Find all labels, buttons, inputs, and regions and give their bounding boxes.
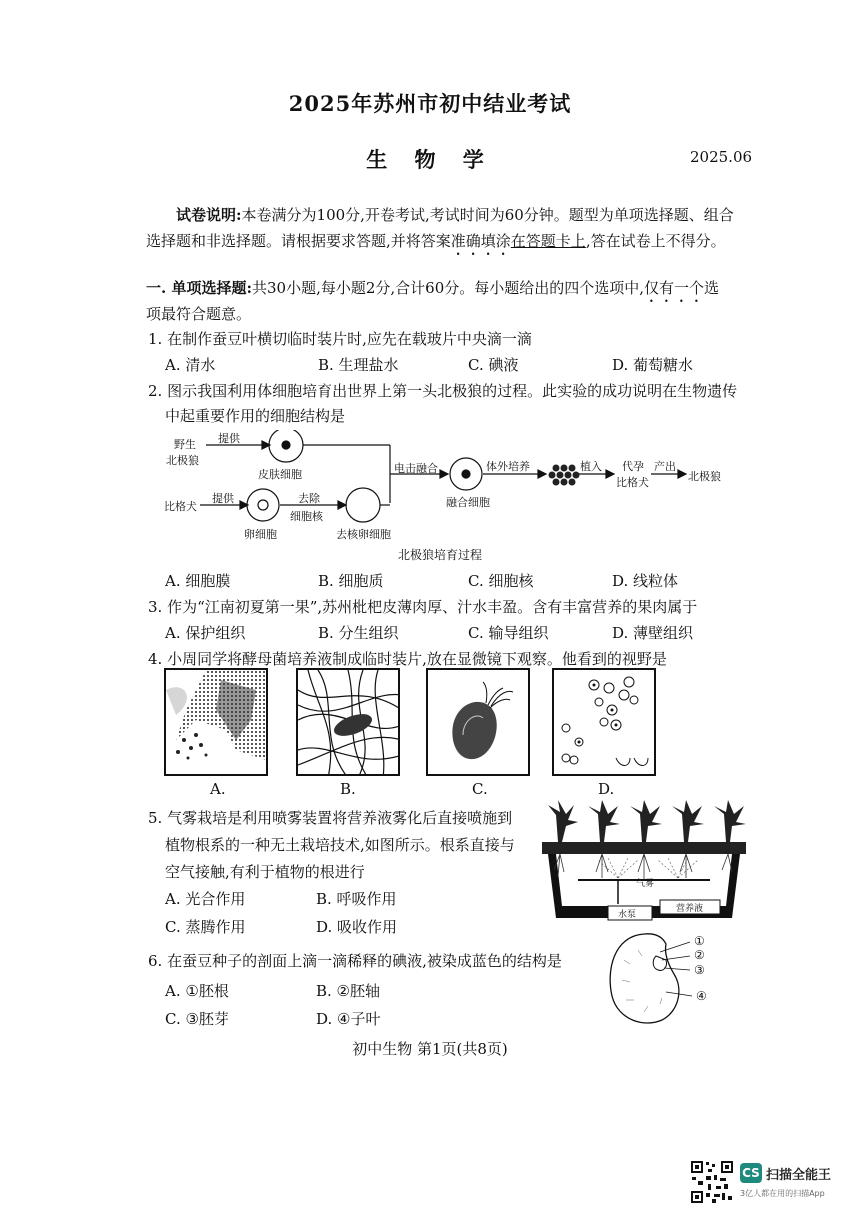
label-arctic-wolf: 北极狼 [688, 470, 721, 483]
label-enucleated: 去核卵细胞 [336, 528, 391, 541]
label-implant: 植入 [580, 460, 602, 473]
label-beagle: 比格犬 [164, 500, 197, 513]
q5-stem-3: 空气接触,有利于植物的根进行 [165, 863, 365, 881]
exam-date: 2025.06 [690, 148, 753, 166]
label-remove-2: 细胞核 [290, 510, 323, 523]
q1-option-d: D. 葡萄糖水 [612, 356, 694, 374]
q1-stem: 1. 在制作蚕豆叶横切临时装片时,应先在载玻片中央滴一滴 [148, 330, 532, 348]
q5-option-c: C. 蒸腾作用 [165, 918, 246, 936]
q5-stem-1: 5. 气雾栽培是利用喷雾装置将营养液雾化后直接喷施到 [148, 809, 513, 827]
instructions-emphasis: 准确填涂 [450, 232, 511, 250]
q6-stem: 6. 在蚕豆种子的剖面上滴一滴稀释的碘液,被染成蓝色的结构是 [148, 952, 562, 970]
label-nutrient: 营养液 [676, 904, 704, 914]
q5-stem-2: 植物根系的一种无土栽培技术,如图所示。根系直接与 [165, 836, 515, 854]
fungal-spores-icon [166, 670, 268, 776]
label-surrogate-1: 代孕 [622, 460, 644, 473]
instructions-line-2 [146, 228, 726, 259]
q3-stem: 3. 作为“江南初夏第一果”,苏州枇杷皮薄肉厚、汁水丰盈。含有丰富营养的果肉属于 [148, 598, 698, 616]
label-fused-cell: 融合细胞 [446, 496, 490, 509]
instructions-text-3: 在答题卡上 [510, 232, 586, 250]
microscope-view-b [296, 668, 400, 776]
label-wild-1: 野生 [174, 438, 196, 451]
q3-option-c: C. 输导组织 [468, 624, 549, 642]
marker-4: ④ [696, 989, 707, 1003]
q6-option-c: C. ③胚芽 [165, 1010, 229, 1028]
instructions-text-4: ,答在试卷上不得分。 [585, 232, 726, 250]
q4-label-a: A. [210, 780, 226, 798]
label-provide-2: 提供 [212, 492, 234, 505]
q1-option-b: B. 生理盐水 [318, 356, 399, 374]
label-egg-cell: 卵细胞 [244, 528, 277, 541]
qr-code-icon [690, 1160, 734, 1204]
q4-label-d: D. [598, 780, 615, 798]
diagram-caption: 北极狼培育过程 [398, 548, 483, 562]
q5-option-b: B. 呼吸作用 [316, 890, 397, 908]
marker-3: ③ [694, 963, 705, 977]
instructions-text-2: 选择题和非选择题。请根据要求答题,并将答案 [146, 232, 451, 250]
embryo-cluster-icon [549, 465, 580, 486]
q3-option-b: B. 分生组织 [318, 624, 399, 642]
instructions-label: 试卷说明: [176, 206, 242, 224]
label-pump: 水泵 [618, 910, 637, 920]
q5-option-d: D. 吸收作用 [316, 918, 398, 936]
label-wild-2: 北极狼 [166, 454, 199, 467]
q2-option-a: A. 细胞膜 [165, 572, 231, 590]
aeroponics-icon [538, 800, 750, 940]
instructions-line-1 [176, 202, 734, 228]
q2-option-c: C. 细胞核 [468, 572, 534, 590]
section-1-tail: 选 [704, 279, 720, 297]
q3-option-d: D. 薄壁组织 [612, 624, 694, 642]
microscope-view-a [164, 668, 268, 776]
label-surrogate-2: 比格犬 [616, 476, 649, 489]
label-in-vitro: 体外培养 [486, 460, 530, 473]
q4-stem: 4. 小周同学将酵母菌培养液制成临时装片,放在显微镜下观察。他看到的视野是 [148, 650, 667, 668]
microscope-view-d [552, 668, 656, 776]
section-1-text: 共30小题,每小题2分,合计60分。每小题给出的四个选项中, [251, 279, 645, 297]
yeast-cells-icon [554, 670, 656, 776]
q6-option-a: A. ①胚根 [165, 982, 229, 1000]
label-remove-1: 去除 [298, 492, 320, 505]
section-1-heading: 一. 单项选择题: [146, 279, 252, 297]
camscanner-tagline: 3亿人都在用的扫描App [740, 1189, 825, 1198]
q6-option-d: D. ④子叶 [316, 1010, 381, 1028]
q2-option-b: B. 细胞质 [318, 572, 384, 590]
camscanner-badge: CS [740, 1163, 762, 1183]
arctic-wolf-diagram [160, 430, 760, 565]
label-skin-cell: 皮肤细胞 [258, 468, 302, 481]
q2-option-d: D. 线粒体 [612, 572, 679, 590]
microscope-view-c [426, 668, 530, 776]
q2-stem-1: 2. 图示我国利用体细胞培育出世界上第一头北极狼的过程。此实验的成功说明在生物遗传 [148, 382, 738, 400]
broad-bean-seed-diagram [604, 930, 716, 1030]
section-1-line-2: 项最符合题意。 [146, 305, 252, 323]
filament-icon [298, 670, 400, 776]
protozoan-icon [428, 670, 530, 776]
q2-stem-2: 中起重要作用的细胞结构是 [165, 407, 346, 425]
section-1-emphasis: 仅有一个 [644, 279, 705, 297]
label-mist: 气雾 [636, 879, 655, 889]
label-birth: 产出 [654, 460, 676, 473]
exam-title: 2025年苏州市初中结业考试 [288, 91, 572, 116]
q5-option-a: A. 光合作用 [165, 890, 246, 908]
q1-option-c: C. 碘液 [468, 356, 519, 374]
q4-label-c: C. [472, 780, 488, 798]
q4-label-b: B. [340, 780, 356, 798]
page-footer: 初中生物 第1页(共8页) [352, 1040, 508, 1058]
subject-title: 生 物 学 [366, 147, 494, 172]
instructions-text-1: 本卷满分为100分,开卷考试,考试时间为60分钟。题型为单项选择题、组合 [241, 206, 734, 224]
label-provide-1: 提供 [218, 432, 240, 445]
q1-option-a: A. 清水 [165, 356, 216, 374]
label-electric-fusion: 电击融合 [394, 462, 438, 475]
q6-option-b: B. ②胚轴 [316, 982, 381, 1000]
q3-option-a: A. 保护组织 [165, 624, 246, 642]
marker-1: ① [694, 934, 705, 948]
camscanner-brand: 扫描全能王 [766, 1168, 832, 1183]
aeroponics-diagram [538, 800, 750, 940]
marker-2: ② [694, 948, 705, 962]
